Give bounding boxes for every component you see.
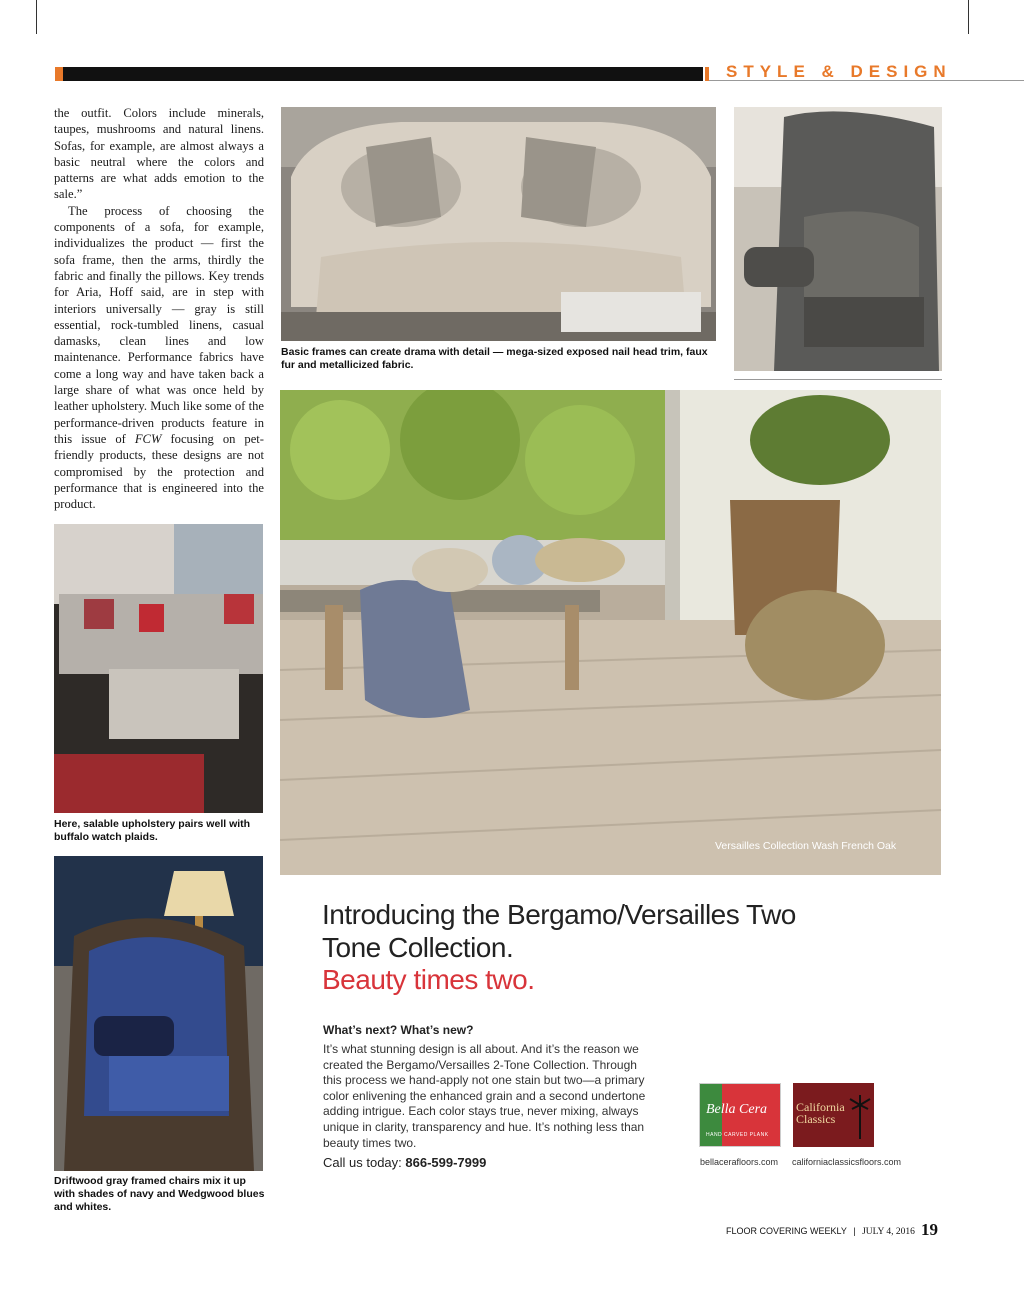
article-body	[54, 105, 264, 512]
ad-call-line: Call us today: 866-599-7999	[323, 1155, 487, 1170]
flooring-lifestyle-photo	[280, 390, 941, 875]
ad-subhead: What’s next? What’s new?	[323, 1023, 474, 1037]
chair-photo-rule	[734, 379, 942, 380]
bella-cera-logo: Bella Cera HAND CARVED PLANK	[699, 1083, 781, 1147]
page-footer	[726, 1226, 915, 1237]
issue-date: JULY 4, 2016	[862, 1227, 915, 1237]
section-header-tick	[705, 67, 709, 81]
sectional-sofa-photo	[54, 524, 263, 813]
california-classics-logo: California Classics	[793, 1083, 874, 1147]
article-paragraph-1: the outfit. Colors include minerals, taupes, mushrooms and natural linens. Sofas, for example, are almost always a basic neutral where the colors and patterns are what adds emotion to the sale.”	[54, 106, 264, 202]
ad-tagline: Beauty times two.	[322, 964, 535, 995]
page-right-rule	[968, 0, 969, 34]
section-header-bar	[55, 67, 703, 81]
blue-armchair-photo	[54, 856, 263, 1171]
section-header-accent	[55, 67, 63, 81]
bella-cera-url[interactable]: bellacerafloors.com	[700, 1157, 779, 1167]
palm-tree-icon	[848, 1095, 872, 1139]
sofa-caption: Basic frames can create drama with detail — mega-sized exposed nail head trim, faux fur and metallicized fabric.	[281, 346, 708, 371]
page-number: 19	[921, 1220, 938, 1239]
section-title: STYLE & DESIGN	[726, 62, 952, 81]
california-classics-url[interactable]: californiaclassicsfloors.com	[792, 1157, 902, 1167]
publication-name: FLOOR COVERING WEEKLY	[726, 1226, 847, 1236]
chair-caption: Driftwood gray framed chairs mix it up with shades of navy and Wedgwood blues and whites.	[54, 1175, 265, 1213]
page-left-rule	[36, 0, 37, 34]
tufted-sofa-photo	[281, 107, 716, 341]
ad-body: It’s what stunning design is all about. And it’s the reason we created the Bergamo/Versailles 2-Tone Collection. Through this process we hand-apply not one stain but two—a primary color enlivening the enhanced grain and a second undertone adding intrigue. Each color stays true, never mixing, always unique in clarity, transparency and hue. It’s nothing less than beauty times two.	[323, 1042, 646, 1150]
ad-image-caption: Versailles Collection Wash French Oak	[715, 840, 897, 852]
ad-headline: Introducing the Bergamo/Versailles Two Tone Collection.	[322, 899, 796, 963]
ad-phone[interactable]: 866-599-7999	[405, 1155, 487, 1170]
article-paragraph-2: The process of choosing the components of a sofa, for example, individualizes the product — first the sofa frame, then the arms, thirdly the fabric and finally the pillows. Key trends for Aria, Hoff said, are in step with interiors universally — gray is still essential, rock-tumbled linens, casual damasks, clean lines and low maintenance. Performance fabrics have come a long way and have taken back a large share of what was once held by leather upholstery. Much like some of the performance-driven products feature in this issue of FCW focusing on pet-friendly products, these designs are not compromised by the protection and performance that is engineered into the product.	[54, 203, 264, 512]
upholstery-caption: Here, salable upholstery pairs well with buffalo watch plaids.	[54, 818, 251, 843]
footer-separator: |	[853, 1226, 856, 1236]
wingback-chair-photo	[734, 107, 942, 371]
